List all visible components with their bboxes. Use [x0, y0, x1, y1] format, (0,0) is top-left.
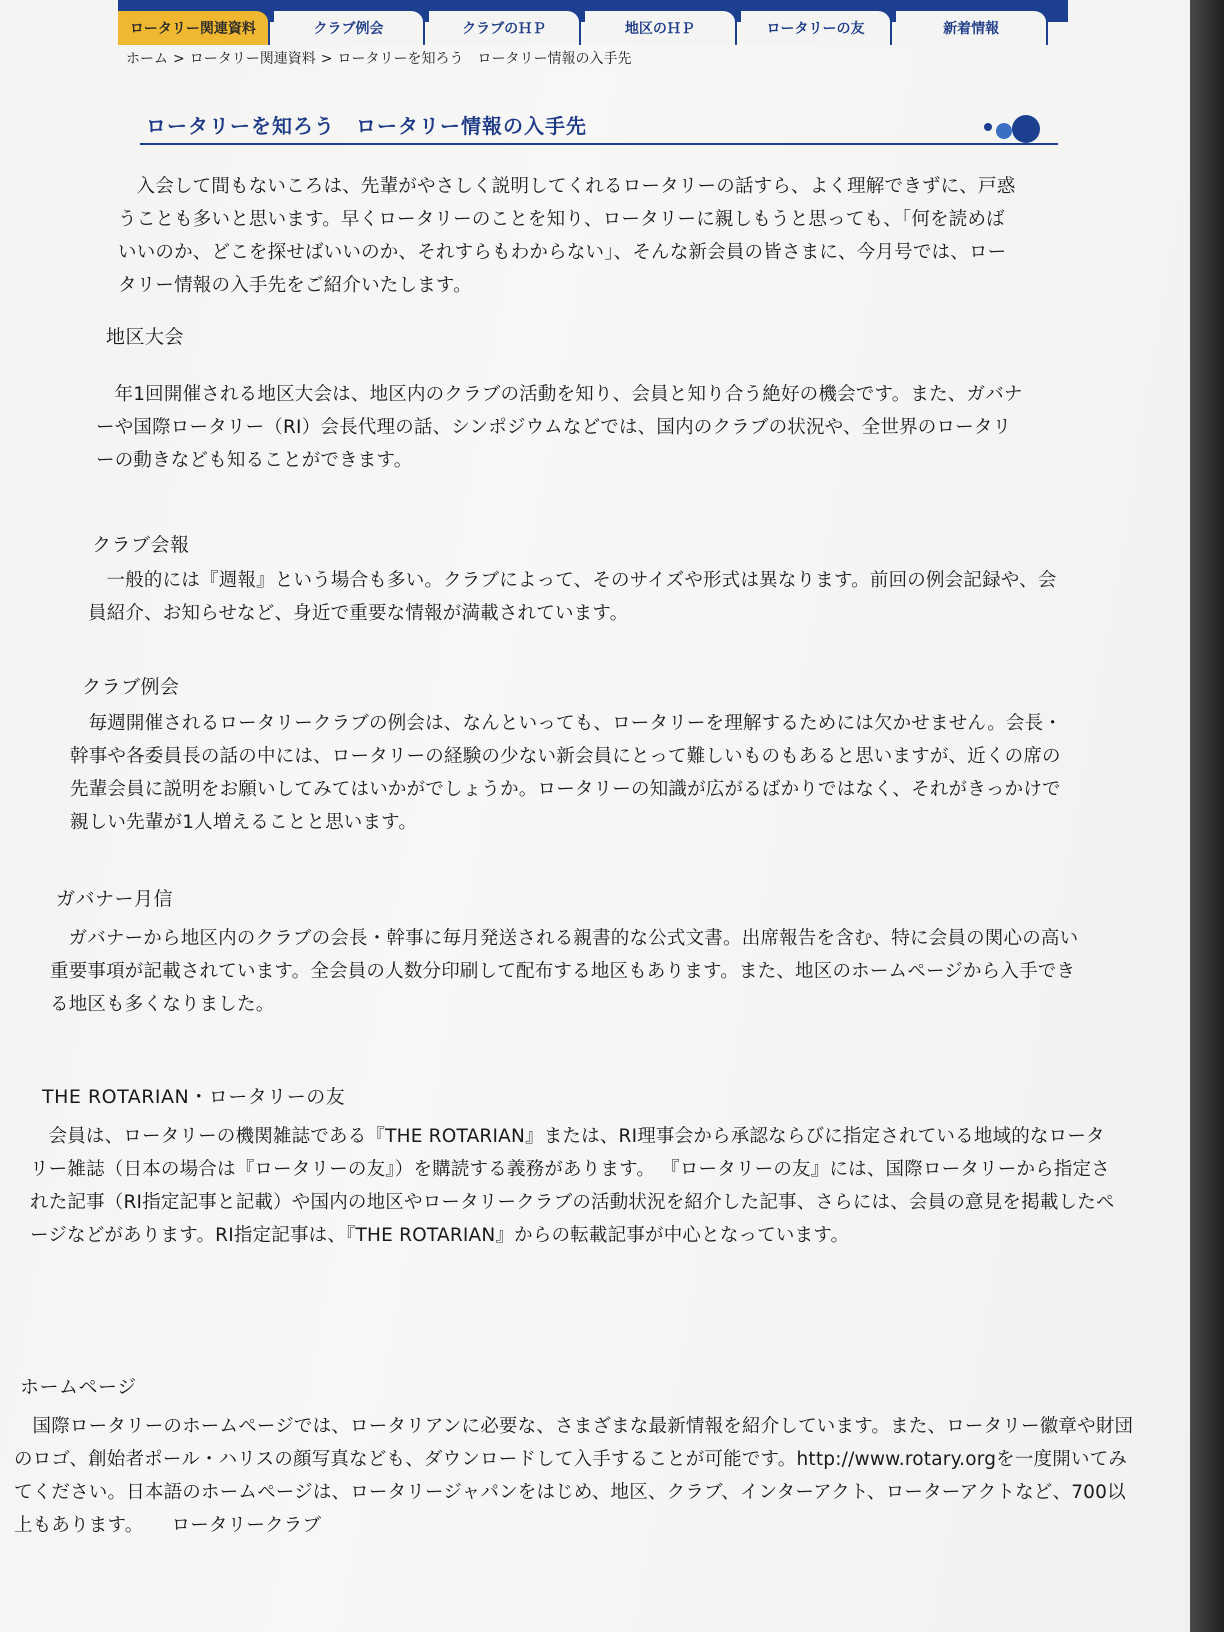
breadcrumb-section[interactable]: ロータリー関連資料	[189, 51, 316, 67]
section-text: 一般的には『週報』という場合も多い。クラブによって、そのサイズや形式は異なります。前回の例会記録や、会員紹介、お知らせなど、身近で重要な情報が満載されています。	[88, 570, 1057, 624]
section-heading: クラブ例会	[82, 676, 180, 698]
section-heading: クラブ会報	[92, 534, 190, 556]
section-heading: ガバナー月信	[56, 888, 174, 910]
tab-rotary-materials[interactable]: ロータリー関連資料	[118, 8, 270, 45]
section-heading: ホームページ	[20, 1376, 137, 1398]
background-edge	[1190, 0, 1224, 1632]
section-heading: 地区大会	[106, 326, 185, 348]
decorative-dots-icon	[982, 114, 1062, 148]
tab-club-meeting[interactable]: クラブ例会	[274, 8, 426, 45]
tab-district-hp[interactable]: 地区のＨＰ	[585, 8, 737, 45]
tab-club-hp[interactable]: クラブのＨＰ	[429, 8, 581, 45]
title-underline	[140, 143, 1058, 145]
intro-paragraph: 入会して間もないころは、先輩がやさしく説明してくれるロータリーの話すら、よく理解できずに、戸惑うことも多いと思います。早くロータリーのことを知り、ロータリーに親しもうと思っても、「何を読めばいいのか、どこを探せばいいのか、それすらもわからない」、そんな新会員の皆さまに、今月号では、ロータリー情報の入手先をご紹介いたします。	[118, 176, 1016, 296]
section-text: 会員は、ロータリーの機関雑誌である『THE ROTARIAN』または、RI理事会から承認ならびに指定されている地域的なロータリー雑誌（日本の場合は『ロータリーの友』）を購読する義務があります。 『ロータリーの友』には、国際ロータリーから指定された記事（RI指定記事と記載）や国内の地区やロータリークラブの活動状況を紹介した記事、さらには、会員の意見を掲載したページなどがあります。RI指定記事は、『THE ROTARIAN』からの転載記事が中心となっています。	[30, 1126, 1115, 1246]
section-text: ガバナーから地区内のクラブの会長・幹事に毎月発送される親書的な公式文書。出席報告を含む、特に会員の関心の高い重要事項が記載されています。全会員の人数分印刷して配布する地区もあります。また、地区のホームページから入手できる地区も多くなりました。	[50, 928, 1079, 1015]
page-title: ロータリーを知ろう ロータリー情報の入手先	[146, 114, 587, 138]
tab-rotary-no-tomo[interactable]: ロータリーの友	[741, 8, 893, 45]
section-text: 年1回開催される地区大会は、地区内のクラブの活動を知り、会員と知り合う絶好の機会です。また、ガバナーや国際ロータリー（RI）会長代理の話、シンポジウムなどでは、国内のクラブの状況や、全世界のロータリーの動きなども知ることができます。	[96, 384, 1023, 471]
breadcrumb-current: ロータリーを知ろう ロータリー情報の入手先	[337, 51, 632, 67]
breadcrumb-separator: >	[173, 51, 185, 67]
top-nav	[118, 8, 1048, 48]
section-text: 毎週開催されるロータリークラブの例会は、なんといっても、ロータリーを理解するためには欠かせません。会長・幹事や各委員長の話の中には、ロータリーの経験の少ない新会員にとって難しいものもあると思いますが、近くの席の先輩会員に説明をお願いしてみてはいかがでしょうか。ロータリーの知識が広がるばかりではなく、それがきっかけで親しい先輩が1人増えることと思います。	[70, 713, 1063, 833]
breadcrumb	[126, 48, 631, 68]
breadcrumb-separator: >	[320, 51, 333, 67]
section-heading: THE ROTARIAN・ロータリーの友	[42, 1086, 346, 1108]
section-text: 国際ロータリーのホームページでは、ロータリアンに必要な、さまざまな最新情報を紹介しています。また、ロータリー徽章や財団のロゴ、創始者ポール・ハリスの顔写真なども、ダウンロードして入手することが可能です。http://www.rotary.orgを一度開いてみてください。日本語のホームページは、ロータリージャパンをはじめ、地区、クラブ、インターアクト、ローターアクトなど、700以上もあります。 ロータリークラブ	[14, 1416, 1134, 1536]
tab-whats-new[interactable]: 新着情報	[896, 8, 1048, 45]
breadcrumb-home[interactable]: ホーム	[126, 51, 168, 67]
